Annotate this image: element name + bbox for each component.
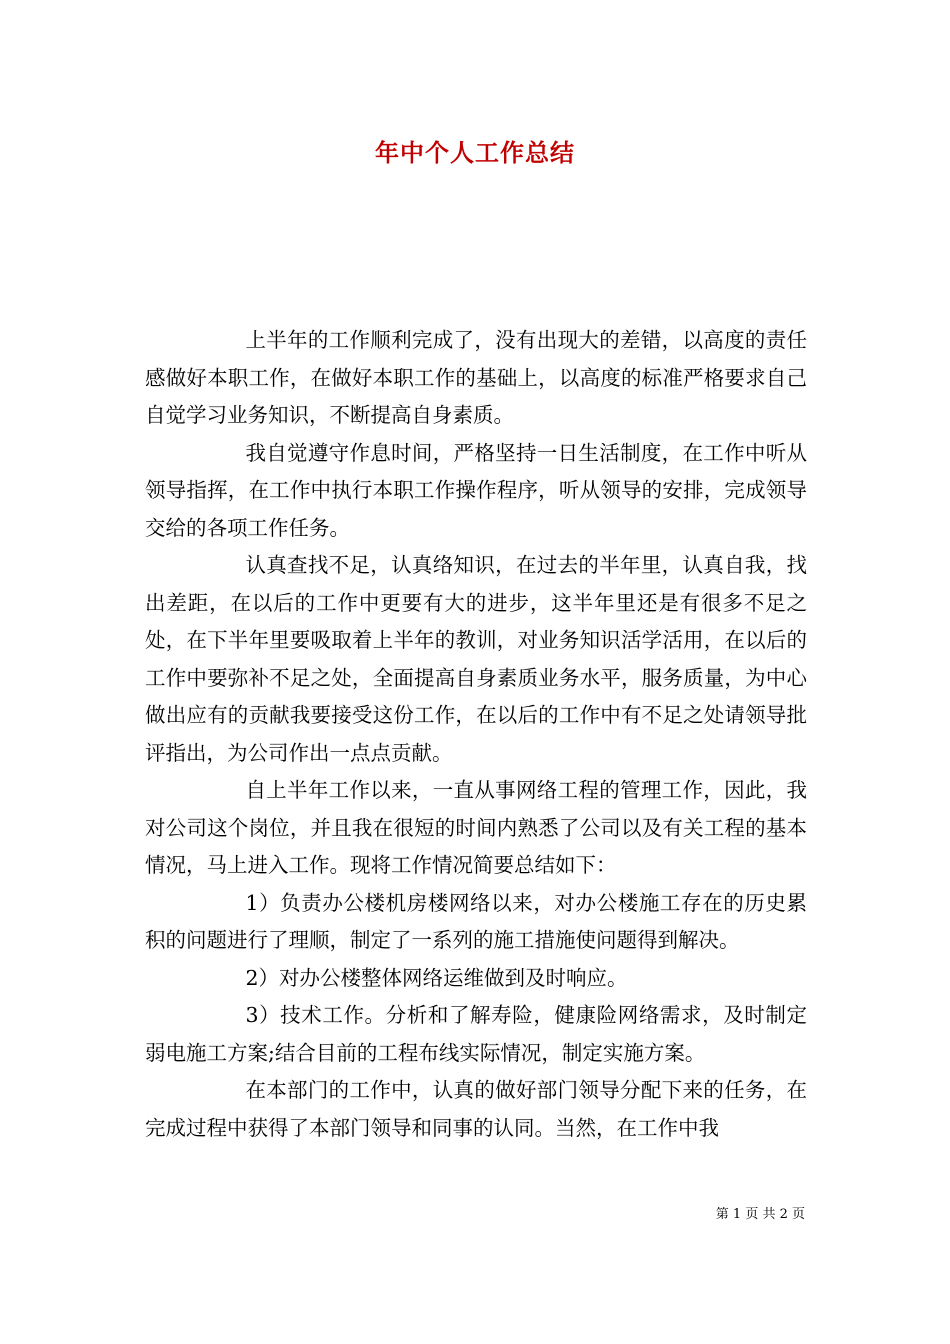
paragraph: 3）技术工作。分析和了解寿险，健康险网络需求，及时制定弱电施工方案;结合目前的工程布线实际情况，制定实施方案。 <box>145 1003 807 1065</box>
paragraph: 1）负责办公楼机房楼网络以来，对办公楼施工存在的历史累积的问题进行了理顺，制定了一系列的施工措施使问题得到解决。 <box>145 890 807 952</box>
paragraph: 上半年的工作顺利完成了，没有出现大的差错，以高度的责任感做好本职工作，在做好本职工作的基础上，以高度的标准严格要求自己自觉学习业务知识，不断提高自身素质。 <box>145 328 807 427</box>
page-footer: 第 1 页 共 2 页 <box>715 1207 805 1222</box>
paragraph: 认真查找不足，认真络知识，在过去的半年里，认真自我，找出差距，在以后的工作中更要有大的进步，这半年里还是有很多不足之处，在下半年里要吸取着上半年的教训，对业务知识活学活用，在以后的工作中要弥补不足之处，全面提高自身素质业务水平，服务质量，为中心做出应有的贡献我要接受这份工作，在以后的工作中有不足之处请领导批评指出，为公司作出一点点贡献。 <box>145 553 807 765</box>
paragraph: 自上半年工作以来，一直从事网络工程的管理工作，因此，我对公司这个岗位，并且我在很短的时间内熟悉了公司以及有关工程的基本情况，马上进入工作。现将工作情况简要总结如下： <box>145 778 807 877</box>
document-title-wrapper <box>0 133 950 168</box>
document-title: 年中个人工作总结 <box>375 138 575 167</box>
document-body <box>145 322 807 1147</box>
paragraph: 在本部门的工作中，认真的做好部门领导分配下来的任务，在完成过程中获得了本部门领导和同事的认同。当然，在工作中我 <box>145 1078 807 1140</box>
paragraph: 我自觉遵守作息时间，严格坚持一日生活制度，在工作中听从领导指挥，在工作中执行本职工作操作程序，听从领导的安排，完成领导交给的各项工作任务。 <box>145 440 807 540</box>
paragraph: 2）对办公楼整体网络运维做到及时响应。 <box>245 965 628 990</box>
